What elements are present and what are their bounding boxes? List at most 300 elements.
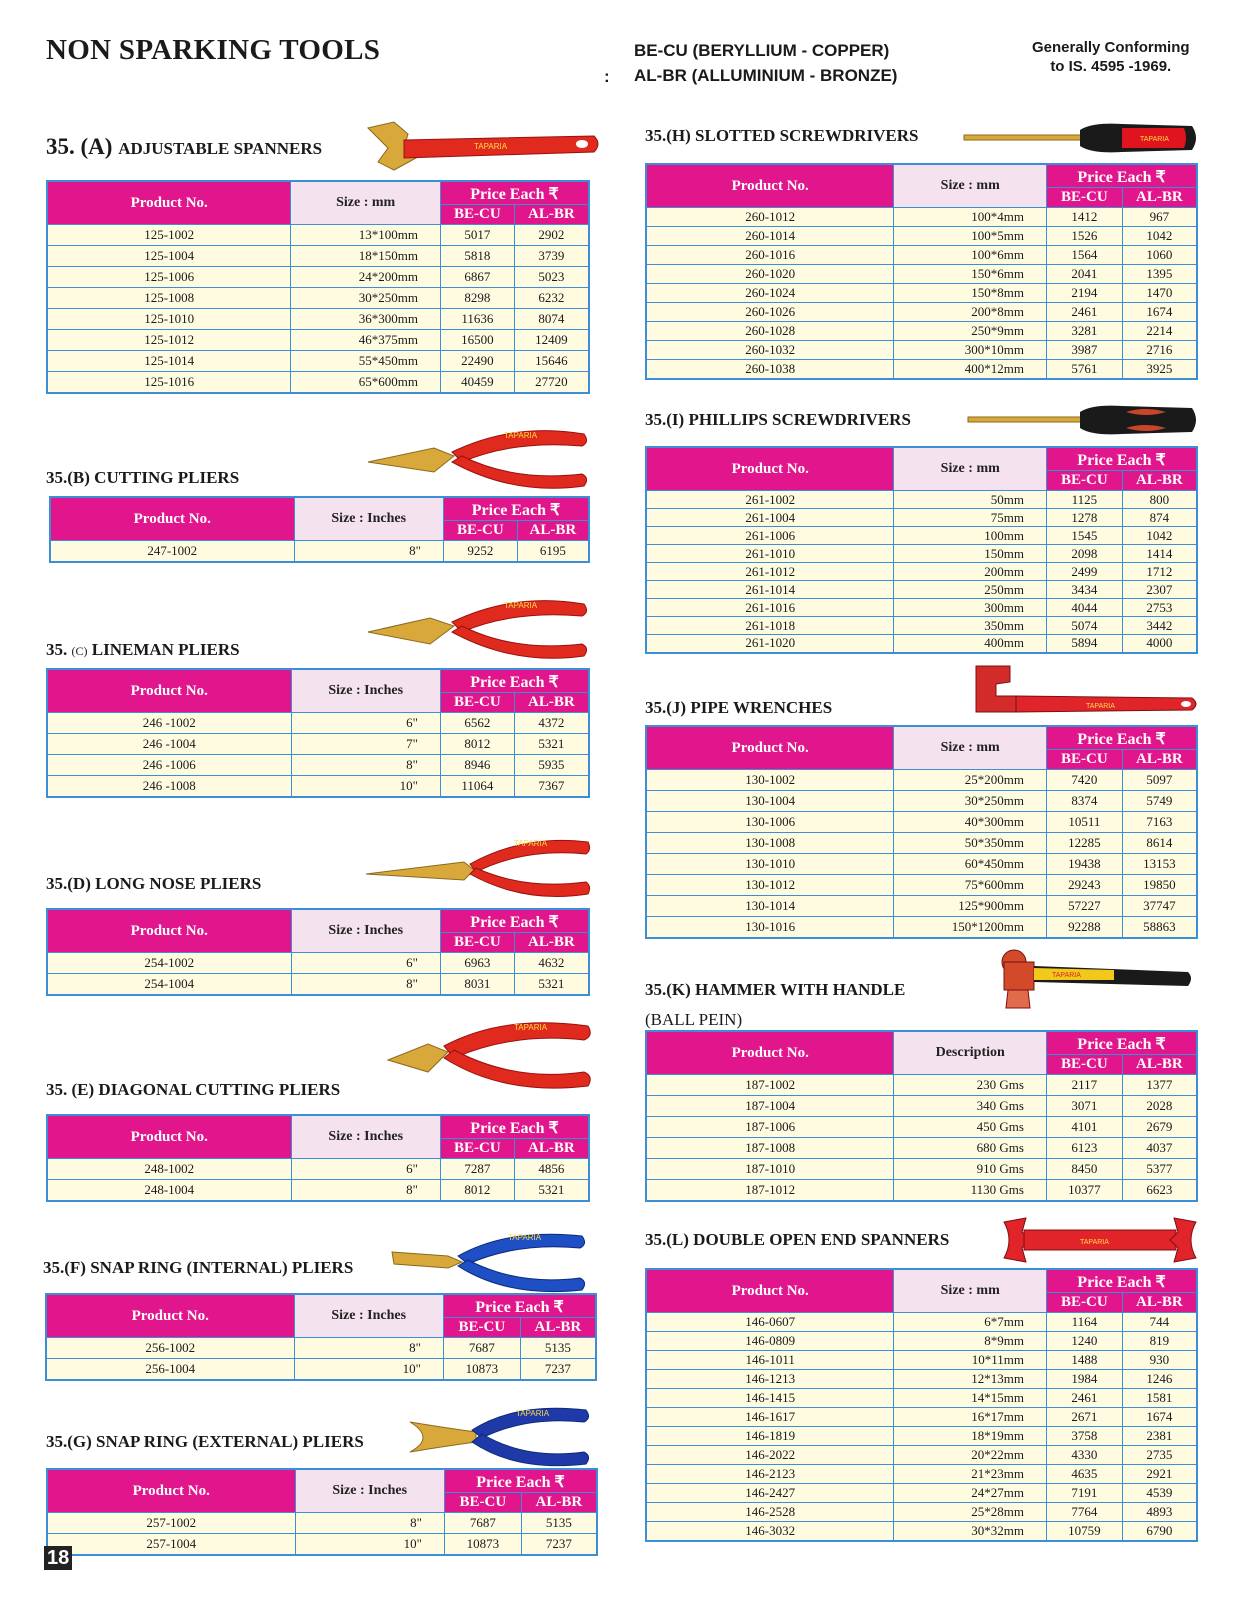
phillips-screwdriver-image <box>966 400 1202 440</box>
cell-price-becu: 7287 <box>440 1159 514 1180</box>
cell-price-albr: 2028 <box>1122 1096 1197 1117</box>
cell-product-no: 130-1012 <box>646 875 894 896</box>
cell-price-becu: 4330 <box>1046 1446 1122 1465</box>
table-row <box>47 1513 597 1534</box>
cell-price-becu: 4044 <box>1046 599 1122 617</box>
header-product-no: Product No. <box>646 164 894 208</box>
material-colon: : <box>604 67 610 86</box>
cell-product-no: 261-1012 <box>646 563 894 581</box>
cell-price-becu: 8031 <box>440 974 514 995</box>
header-size: Size : mm <box>894 447 1047 491</box>
table-row <box>47 734 589 755</box>
material-legend <box>604 38 898 88</box>
cell-price-becu: 1564 <box>1047 246 1123 265</box>
cell-size: 20*22mm <box>894 1446 1047 1465</box>
header-product-no: Product No. <box>646 447 894 491</box>
header-becu: BE-CU <box>440 693 514 713</box>
cell-size: 300mm <box>894 599 1047 617</box>
cell-price-albr: 2307 <box>1122 581 1197 599</box>
cell-price-becu: 2041 <box>1047 265 1123 284</box>
cell-size: 75mm <box>894 509 1047 527</box>
table-row <box>646 1446 1197 1465</box>
table-row <box>646 1465 1197 1484</box>
cell-price-becu: 10511 <box>1046 812 1122 833</box>
brand-label: TAPARIA <box>474 142 508 151</box>
table-ball-pein-hammers <box>645 1030 1198 1202</box>
cell-product-no: 130-1004 <box>646 791 894 812</box>
cell-price-becu: 7420 <box>1046 770 1122 791</box>
snap-ring-external-pliers-image <box>406 1402 596 1472</box>
cell-price-albr: 8614 <box>1122 833 1197 854</box>
header-becu: BE-CU <box>440 933 514 953</box>
table-row <box>646 917 1197 938</box>
cell-price-becu: 1125 <box>1046 491 1122 509</box>
cell-product-no: 260-1024 <box>646 284 894 303</box>
table-row <box>646 322 1197 341</box>
section-a-number: 35. (A) <box>46 134 113 159</box>
cell-price-becu: 4101 <box>1046 1117 1122 1138</box>
cell-price-becu: 40459 <box>440 372 514 393</box>
table-row <box>646 563 1197 581</box>
cell-size: 910 Gms <box>894 1159 1047 1180</box>
header-price-each: Price Each ₹ <box>440 669 589 693</box>
table-pipe-wrenches <box>645 725 1198 939</box>
cell-product-no: 125-1016 <box>47 372 291 393</box>
cell-price-albr: 8074 <box>514 309 589 330</box>
cell-size: 25*28mm <box>894 1503 1047 1522</box>
table-row <box>646 833 1197 854</box>
cell-size: 100*5mm <box>894 227 1047 246</box>
diagonal-cutting-pliers-image <box>384 1016 596 1096</box>
cell-size: 100mm <box>894 527 1047 545</box>
cell-size: 230 Gms <box>894 1075 1047 1096</box>
standard-note-line1: Generally Conforming <box>1032 39 1190 56</box>
cell-product-no: 125-1004 <box>47 246 291 267</box>
cell-price-albr: 2716 <box>1122 341 1197 360</box>
cell-price-becu: 11064 <box>440 776 514 797</box>
cell-product-no: 187-1012 <box>646 1180 894 1201</box>
cell-size: 250mm <box>894 581 1047 599</box>
table-row <box>646 896 1197 917</box>
table-row <box>646 341 1197 360</box>
standard-note-line2: to IS. 4595 -1969. <box>1050 58 1172 75</box>
table-snap-ring-external-pliers <box>46 1468 598 1556</box>
cell-price-becu: 5761 <box>1047 360 1123 379</box>
header-price-each: Price Each ₹ <box>440 1115 589 1139</box>
cell-product-no: 130-1008 <box>646 833 894 854</box>
header-becu: BE-CU <box>1046 471 1122 491</box>
table-row <box>47 246 589 267</box>
cell-size: 13*100mm <box>291 225 441 246</box>
table-row <box>646 581 1197 599</box>
brand-label: TAPARIA <box>1052 972 1081 979</box>
cell-product-no: 146-2528 <box>646 1503 894 1522</box>
cell-product-no: 125-1014 <box>47 351 291 372</box>
table-row <box>47 372 589 393</box>
page-title: NON SPARKING TOOLS <box>46 34 381 66</box>
cell-product-no: 146-2022 <box>646 1446 894 1465</box>
table-row <box>47 330 589 351</box>
cell-price-albr: 1042 <box>1122 227 1197 246</box>
cell-size: 25*200mm <box>894 770 1047 791</box>
cell-product-no: 187-1004 <box>646 1096 894 1117</box>
cell-size: 6" <box>291 953 440 974</box>
page-number: 18 <box>44 1546 72 1570</box>
cell-size: 300*10mm <box>894 341 1047 360</box>
section-i-title: 35.(I) PHILLIPS SCREWDRIVERS <box>645 410 911 429</box>
cell-price-becu: 2461 <box>1046 1389 1122 1408</box>
cell-product-no: 261-1004 <box>646 509 894 527</box>
cell-price-albr: 6195 <box>517 541 589 562</box>
cell-product-no: 254-1002 <box>47 953 291 974</box>
cell-price-becu: 8946 <box>440 755 514 776</box>
standard-note <box>1032 38 1190 76</box>
cell-price-albr: 4037 <box>1122 1138 1197 1159</box>
cell-price-albr: 1674 <box>1122 303 1197 322</box>
cell-product-no: 247-1002 <box>50 541 294 562</box>
cell-size: 60*450mm <box>894 854 1047 875</box>
cell-size: 10" <box>294 1359 443 1380</box>
table-row <box>46 1359 596 1380</box>
cell-size: 400*12mm <box>894 360 1047 379</box>
cell-size: 250*9mm <box>894 322 1047 341</box>
header-becu: BE-CU <box>443 521 517 541</box>
cell-product-no: 256-1004 <box>46 1359 294 1380</box>
cell-product-no: 248-1002 <box>47 1159 291 1180</box>
table-row <box>646 770 1197 791</box>
cell-price-becu: 6123 <box>1046 1138 1122 1159</box>
header-price-each: Price Each ₹ <box>443 497 589 521</box>
pipe-wrench-image <box>966 662 1202 724</box>
header-size: Size : mm <box>894 164 1047 208</box>
cell-product-no: 187-1002 <box>646 1075 894 1096</box>
cell-product-no: 146-1213 <box>646 1370 894 1389</box>
cell-product-no: 146-3032 <box>646 1522 894 1541</box>
cell-price-albr: 2921 <box>1122 1465 1197 1484</box>
cell-product-no: 146-1617 <box>646 1408 894 1427</box>
cell-product-no: 125-1010 <box>47 309 291 330</box>
table-slotted-screwdrivers <box>645 163 1198 380</box>
cell-price-albr: 2381 <box>1122 1427 1197 1446</box>
cell-price-albr: 1377 <box>1122 1075 1197 1096</box>
header-albr: AL-BR <box>521 1493 597 1513</box>
cell-price-becu: 3281 <box>1047 322 1123 341</box>
table-row <box>47 1180 589 1201</box>
cell-price-becu: 7191 <box>1046 1484 1122 1503</box>
cell-product-no: 146-2123 <box>646 1465 894 1484</box>
cell-price-albr: 19850 <box>1122 875 1197 896</box>
cell-product-no: 246 -1004 <box>47 734 291 755</box>
cell-product-no: 130-1016 <box>646 917 894 938</box>
cell-product-no: 260-1020 <box>646 265 894 284</box>
cell-product-no: 130-1014 <box>646 896 894 917</box>
cell-price-becu: 2499 <box>1046 563 1122 581</box>
cell-price-becu: 5017 <box>440 225 514 246</box>
section-k-subtitle: (BALL PEIN) <box>645 1010 743 1029</box>
cell-product-no: 125-1002 <box>47 225 291 246</box>
table-row <box>47 776 589 797</box>
table-row <box>646 635 1197 653</box>
cell-size: 200*8mm <box>894 303 1047 322</box>
header-size: Size : Inches <box>291 909 440 953</box>
cell-price-becu: 1164 <box>1046 1313 1122 1332</box>
cell-size: 18*19mm <box>894 1427 1047 1446</box>
table-snap-ring-internal-pliers <box>45 1293 597 1381</box>
cell-price-albr: 4632 <box>514 953 589 974</box>
table-row <box>646 1408 1197 1427</box>
table-double-open-end-spanners <box>645 1268 1198 1542</box>
table-row <box>646 491 1197 509</box>
cell-size: 8*9mm <box>894 1332 1047 1351</box>
table-cutting-pliers <box>49 496 590 563</box>
cell-price-albr: 5097 <box>1122 770 1197 791</box>
cell-size: 100*6mm <box>894 246 1047 265</box>
cell-size: 400mm <box>894 635 1047 653</box>
header-size: Size : Inches <box>294 497 443 541</box>
header-albr: AL-BR <box>1122 188 1197 208</box>
cell-size: 6" <box>291 1159 440 1180</box>
table-row <box>46 1338 596 1359</box>
cell-size: 8" <box>294 1338 443 1359</box>
cell-price-becu: 57227 <box>1046 896 1122 917</box>
section-l-title: 35.(L) DOUBLE OPEN END SPANNERS <box>645 1230 950 1249</box>
header-product-no: Product No. <box>50 497 294 541</box>
cell-price-becu: 12285 <box>1046 833 1122 854</box>
cell-price-albr: 2214 <box>1122 322 1197 341</box>
table-row <box>646 1117 1197 1138</box>
cell-price-becu: 10377 <box>1046 1180 1122 1201</box>
cell-price-albr: 5377 <box>1122 1159 1197 1180</box>
cell-price-albr: 967 <box>1122 208 1197 227</box>
cell-size: 450 Gms <box>894 1117 1047 1138</box>
cell-size: 24*200mm <box>291 267 441 288</box>
double-open-end-spanner-image <box>1000 1214 1200 1266</box>
table-row <box>50 541 589 562</box>
cell-size: 10" <box>291 776 440 797</box>
section-e-title: 35. (E) DIAGONAL CUTTING PLIERS <box>46 1080 341 1099</box>
cell-price-albr: 1581 <box>1122 1389 1197 1408</box>
cell-product-no: 146-1415 <box>646 1389 894 1408</box>
header-albr: AL-BR <box>514 1139 589 1159</box>
cell-price-albr: 6623 <box>1122 1180 1197 1201</box>
cell-size: 30*32mm <box>894 1522 1047 1541</box>
cell-size: 50*350mm <box>894 833 1047 854</box>
cell-size: 55*450mm <box>291 351 441 372</box>
cell-product-no: 187-1010 <box>646 1159 894 1180</box>
table-row <box>646 1522 1197 1541</box>
brand-label: TAPARIA <box>504 431 538 440</box>
table-row <box>646 1180 1197 1201</box>
cell-size: 21*23mm <box>894 1465 1047 1484</box>
table-row <box>47 351 589 372</box>
table-row <box>646 1503 1197 1522</box>
cell-price-becu: 5818 <box>440 246 514 267</box>
header-product-no: Product No. <box>47 1469 295 1513</box>
header-price-each: Price Each ₹ <box>1046 447 1197 471</box>
cell-price-albr: 1042 <box>1122 527 1197 545</box>
cell-price-albr: 1470 <box>1122 284 1197 303</box>
cell-product-no: 130-1002 <box>646 770 894 791</box>
cell-size: 40*300mm <box>894 812 1047 833</box>
header-size: Size : mm <box>291 181 441 225</box>
cell-product-no: 246 -1008 <box>47 776 291 797</box>
cell-product-no: 260-1038 <box>646 360 894 379</box>
header-product-no: Product No. <box>47 181 291 225</box>
header-albr: AL-BR <box>1122 1055 1197 1075</box>
table-row <box>47 974 589 995</box>
lineman-pliers-image <box>364 596 594 666</box>
table-row <box>47 713 589 734</box>
cell-price-albr: 4000 <box>1122 635 1197 653</box>
cell-price-albr: 4856 <box>514 1159 589 1180</box>
cell-price-becu: 3434 <box>1046 581 1122 599</box>
cell-price-albr: 1414 <box>1122 545 1197 563</box>
table-lineman-pliers <box>46 668 590 798</box>
cell-product-no: 261-1018 <box>646 617 894 635</box>
slotted-screwdriver-image <box>962 118 1202 158</box>
cell-price-becu: 2117 <box>1046 1075 1122 1096</box>
cell-price-albr: 5935 <box>514 755 589 776</box>
cell-size: 8" <box>291 755 440 776</box>
header-size: Size : mm <box>894 1269 1047 1313</box>
cell-price-albr: 5023 <box>514 267 589 288</box>
table-row <box>646 1096 1197 1117</box>
brand-label: TAPARIA <box>514 1023 548 1032</box>
cell-price-becu: 2461 <box>1047 303 1123 322</box>
table-row <box>646 791 1197 812</box>
header-product-no: Product No. <box>47 1115 291 1159</box>
cell-price-albr: 2902 <box>514 225 589 246</box>
header-albr: AL-BR <box>514 933 589 953</box>
cell-price-albr: 15646 <box>514 351 589 372</box>
cell-product-no: 261-1002 <box>646 491 894 509</box>
cell-price-becu: 10873 <box>444 1534 521 1555</box>
table-row <box>646 208 1197 227</box>
section-d-title: 35.(D) LONG NOSE PLIERS <box>46 874 262 893</box>
header-albr: AL-BR <box>1122 1293 1197 1313</box>
header-price-each: Price Each ₹ <box>1046 1269 1197 1293</box>
section-a-title <box>46 134 322 160</box>
table-row <box>47 309 589 330</box>
cell-price-becu: 1412 <box>1047 208 1123 227</box>
cell-price-becu: 9252 <box>443 541 517 562</box>
cell-price-albr: 930 <box>1122 1351 1197 1370</box>
cell-price-becu: 6963 <box>440 953 514 974</box>
table-row <box>646 527 1197 545</box>
cell-price-albr: 4372 <box>514 713 589 734</box>
cell-price-albr: 6232 <box>514 288 589 309</box>
table-row <box>646 1159 1197 1180</box>
header-albr: AL-BR <box>520 1318 596 1338</box>
cell-price-albr: 7367 <box>514 776 589 797</box>
brand-label: TAPARIA <box>1080 1239 1109 1246</box>
table-row <box>646 1370 1197 1389</box>
cell-price-becu: 1526 <box>1047 227 1123 246</box>
header-price-each: Price Each ₹ <box>440 909 589 933</box>
cell-price-albr: 58863 <box>1122 917 1197 938</box>
cell-size: 36*300mm <box>291 309 441 330</box>
table-row <box>646 246 1197 265</box>
table-adjustable-spanners <box>46 180 590 394</box>
cell-price-albr: 1712 <box>1122 563 1197 581</box>
cell-price-albr: 7237 <box>521 1534 597 1555</box>
cell-price-becu: 5894 <box>1046 635 1122 653</box>
table-row <box>47 288 589 309</box>
section-c-name: LINEMAN PLIERS <box>91 640 240 659</box>
cell-price-becu: 7687 <box>444 1513 521 1534</box>
cell-size: 14*15mm <box>894 1389 1047 1408</box>
table-phillips-screwdrivers <box>645 446 1198 654</box>
cell-size: 12*13mm <box>894 1370 1047 1389</box>
cell-price-albr: 2679 <box>1122 1117 1197 1138</box>
section-g-title: 35.(G) SNAP RING (EXTERNAL) PLIERS <box>46 1432 364 1451</box>
header-product-no: Product No. <box>47 909 291 953</box>
cell-price-albr: 7237 <box>520 1359 596 1380</box>
cell-size: 65*600mm <box>291 372 441 393</box>
cell-product-no: 130-1006 <box>646 812 894 833</box>
cell-price-becu: 6867 <box>440 267 514 288</box>
header-description: Description <box>894 1031 1047 1075</box>
cell-size: 46*375mm <box>291 330 441 351</box>
header-price-each: Price Each ₹ <box>1046 1031 1197 1055</box>
header-becu: BE-CU <box>444 1493 521 1513</box>
cell-price-becu: 6562 <box>440 713 514 734</box>
ball-pein-hammer-image <box>994 946 1200 1028</box>
cell-product-no: 260-1016 <box>646 246 894 265</box>
cell-size: 10" <box>295 1534 444 1555</box>
header-price-each: Price Each ₹ <box>1047 164 1197 188</box>
cell-price-albr: 819 <box>1122 1332 1197 1351</box>
cell-price-becu: 1278 <box>1046 509 1122 527</box>
cell-product-no: 256-1002 <box>46 1338 294 1359</box>
cutting-pliers-image <box>364 426 594 496</box>
brand-label: TAPARIA <box>504 601 538 610</box>
cell-size: 150*6mm <box>894 265 1047 284</box>
cell-price-becu: 92288 <box>1046 917 1122 938</box>
header-product-no: Product No. <box>646 1269 894 1313</box>
table-row <box>646 1332 1197 1351</box>
header-product-no: Product No. <box>646 1031 894 1075</box>
cell-product-no: 146-1011 <box>646 1351 894 1370</box>
header-price-each: Price Each ₹ <box>443 1294 596 1318</box>
cell-price-albr: 5135 <box>520 1338 596 1359</box>
cell-product-no: 261-1014 <box>646 581 894 599</box>
cell-price-becu: 3071 <box>1046 1096 1122 1117</box>
cell-size: 16*17mm <box>894 1408 1047 1427</box>
cell-price-albr: 744 <box>1122 1313 1197 1332</box>
cell-size: 30*250mm <box>291 288 441 309</box>
cell-product-no: 125-1012 <box>47 330 291 351</box>
cell-price-albr: 37747 <box>1122 896 1197 917</box>
cell-price-becu: 8012 <box>440 1180 514 1201</box>
table-row <box>646 854 1197 875</box>
table-row <box>646 284 1197 303</box>
cell-price-becu: 2671 <box>1046 1408 1122 1427</box>
section-c-title <box>46 640 240 660</box>
table-row <box>47 1159 589 1180</box>
cell-price-albr: 874 <box>1122 509 1197 527</box>
section-k-title: 35.(K) HAMMER WITH HANDLE <box>645 980 906 999</box>
cell-price-albr: 4539 <box>1122 1484 1197 1503</box>
header-price-each: Price Each ₹ <box>444 1469 597 1493</box>
section-h-title: 35.(H) SLOTTED SCREWDRIVERS <box>645 126 919 145</box>
cell-price-becu: 19438 <box>1046 854 1122 875</box>
header-albr: AL-BR <box>514 693 589 713</box>
cell-price-albr: 2753 <box>1122 599 1197 617</box>
cell-price-albr: 1060 <box>1122 246 1197 265</box>
cell-price-becu: 3758 <box>1046 1427 1122 1446</box>
cell-size: 350mm <box>894 617 1047 635</box>
